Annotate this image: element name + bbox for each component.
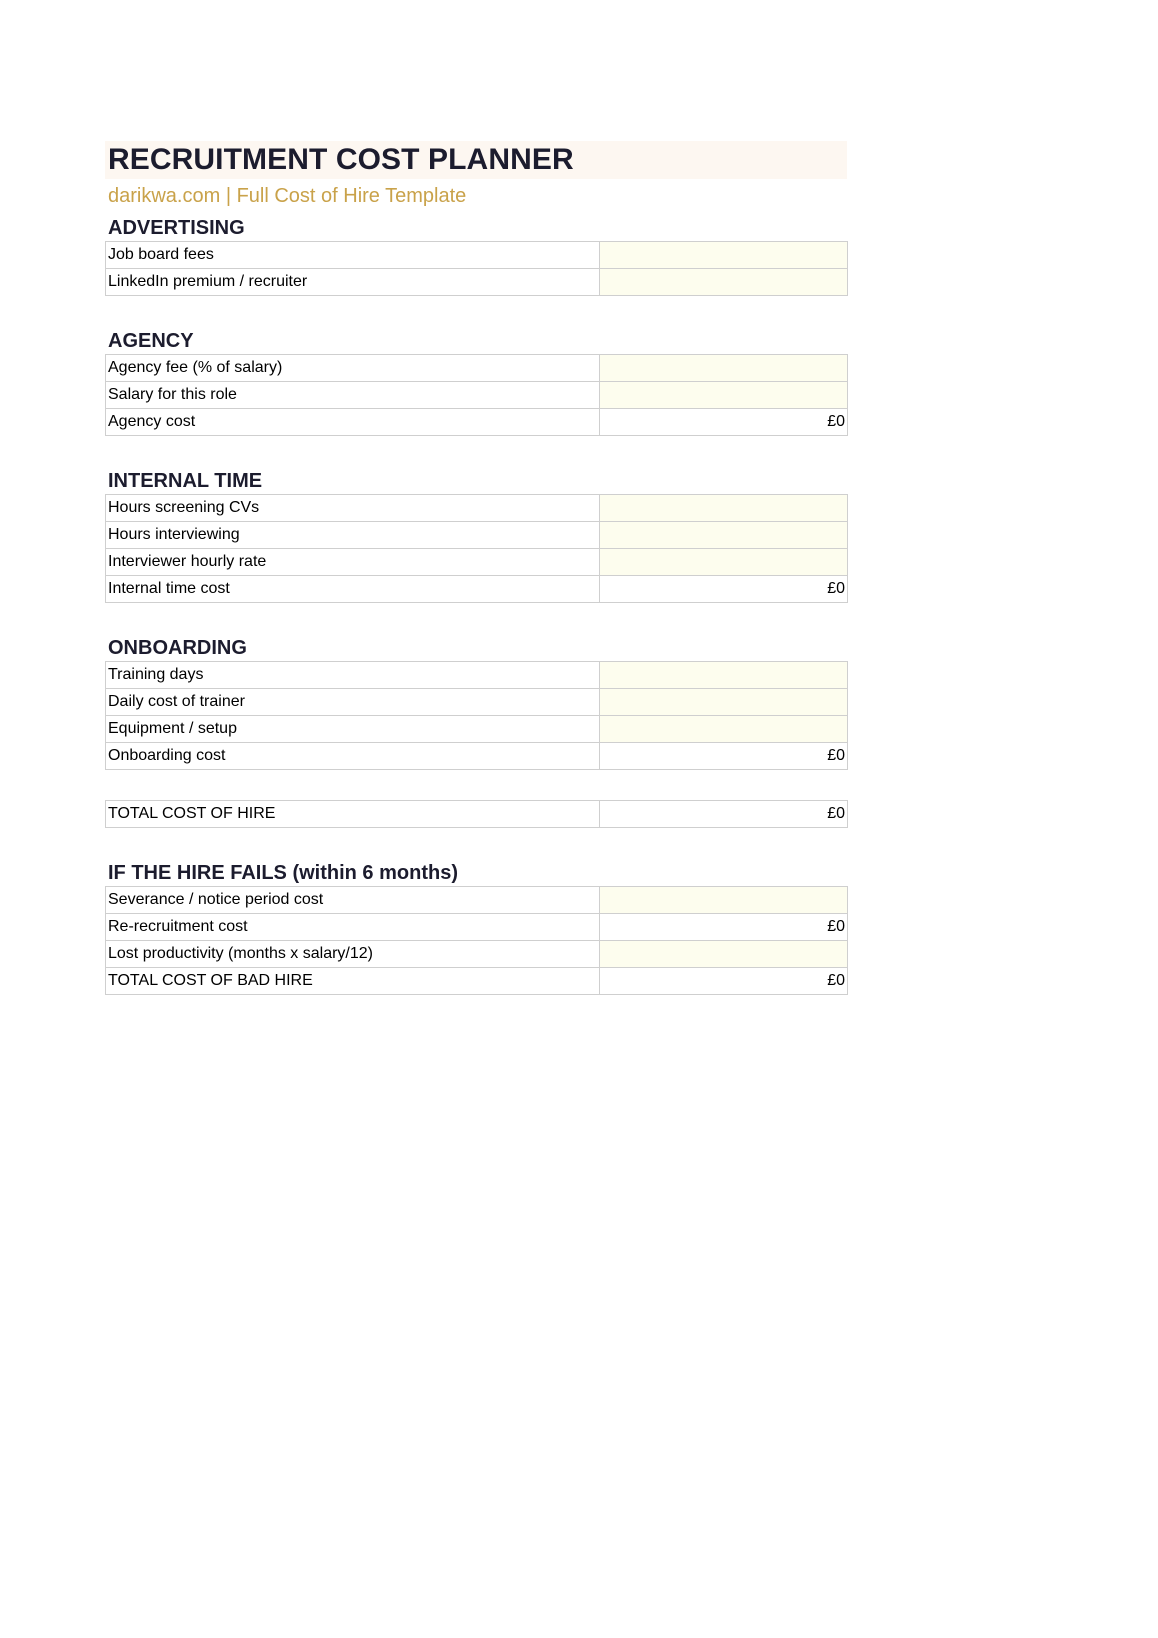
section-spacer [105, 436, 847, 466]
trainer-cost-input-cell[interactable] [600, 689, 848, 716]
row-label: Salary for this role [106, 382, 600, 409]
table-row [106, 887, 848, 914]
table-row [106, 941, 848, 968]
table-row [106, 382, 848, 409]
salary-input-cell[interactable] [600, 382, 848, 409]
cost-planner-sheet [105, 141, 847, 995]
table-row [106, 576, 848, 603]
table-row [106, 914, 848, 941]
section-spacer [105, 296, 847, 326]
equipment-input-cell[interactable] [600, 716, 848, 743]
row-label: Interviewer hourly rate [106, 549, 600, 576]
agency-cost-value: £0 [600, 409, 848, 436]
row-label: Equipment / setup [106, 716, 600, 743]
advertising-table [105, 241, 848, 296]
row-label: Hours screening CVs [106, 495, 600, 522]
table-row [106, 743, 848, 770]
row-label: TOTAL COST OF HIRE [106, 801, 600, 828]
onboarding-cost-value: £0 [600, 743, 848, 770]
training-days-input-cell[interactable] [600, 662, 848, 689]
onboarding-table [105, 661, 848, 770]
bad-hire-total-value: £0 [600, 968, 848, 995]
section-heading-advertising: ADVERTISING [108, 217, 245, 239]
internal-time-table [105, 494, 848, 603]
row-label: Onboarding cost [106, 743, 600, 770]
total-cost-value: £0 [600, 801, 848, 828]
table-row [106, 549, 848, 576]
table-row [106, 716, 848, 743]
table-row [106, 409, 848, 436]
row-label: LinkedIn premium / recruiter [106, 269, 600, 296]
table-row [106, 662, 848, 689]
table-row [106, 801, 848, 828]
agency-fee-input-cell[interactable] [600, 355, 848, 382]
total-table [105, 800, 848, 828]
table-row [106, 269, 848, 296]
row-label: TOTAL COST OF BAD HIRE [106, 968, 600, 995]
linkedin-premium-input-cell[interactable] [600, 269, 848, 296]
section-spacer [105, 770, 847, 800]
severance-input-cell[interactable] [600, 887, 848, 914]
page-title: RECRUITMENT COST PLANNER [108, 143, 574, 176]
table-row [106, 495, 848, 522]
section-heading-onboarding: ONBOARDING [108, 637, 247, 659]
title-band [105, 141, 847, 179]
job-board-fees-input-cell[interactable] [600, 242, 848, 269]
row-label: Internal time cost [106, 576, 600, 603]
row-label: Agency fee (% of salary) [106, 355, 600, 382]
agency-table [105, 354, 848, 436]
row-label: Severance / notice period cost [106, 887, 600, 914]
hours-interviewing-input-cell[interactable] [600, 522, 848, 549]
page-subtitle: darikwa.com | Full Cost of Hire Template [108, 185, 467, 207]
table-row [106, 355, 848, 382]
row-label: Re-recruitment cost [106, 914, 600, 941]
internal-time-cost-value: £0 [600, 576, 848, 603]
section-heading-internal-time: INTERNAL TIME [108, 470, 263, 492]
section-heading-bad-hire: IF THE HIRE FAILS (within 6 months) [108, 862, 458, 884]
section-spacer [105, 828, 847, 858]
row-label: Training days [106, 662, 600, 689]
row-label: Job board fees [106, 242, 600, 269]
row-label: Hours interviewing [106, 522, 600, 549]
lost-productivity-input-cell[interactable] [600, 941, 848, 968]
section-spacer [105, 603, 847, 633]
table-row [106, 689, 848, 716]
table-row [106, 242, 848, 269]
section-heading-agency: AGENCY [108, 330, 194, 352]
table-row [106, 522, 848, 549]
row-label: Lost productivity (months x salary/12) [106, 941, 600, 968]
table-row [106, 968, 848, 995]
re-recruitment-cost-value: £0 [600, 914, 848, 941]
row-label: Daily cost of trainer [106, 689, 600, 716]
hours-screening-input-cell[interactable] [600, 495, 848, 522]
row-label: Agency cost [106, 409, 600, 436]
hourly-rate-input-cell[interactable] [600, 549, 848, 576]
bad-hire-table [105, 886, 848, 995]
